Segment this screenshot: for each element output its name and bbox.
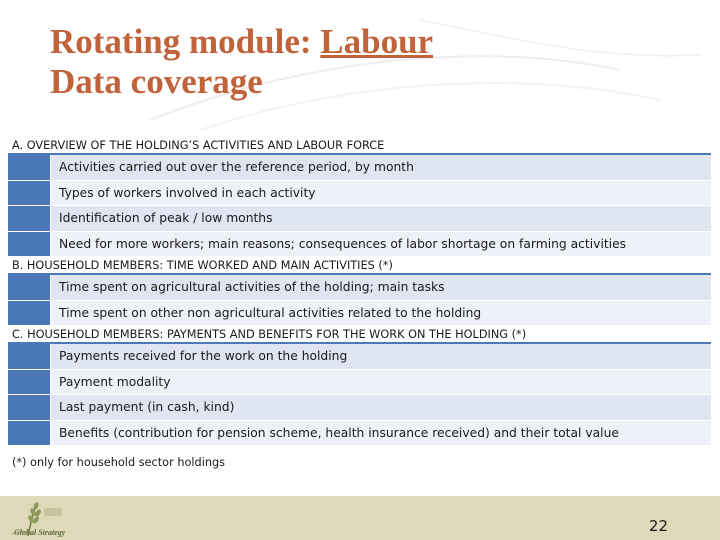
row-marker xyxy=(8,421,50,446)
title-underlined-word: Labour xyxy=(320,22,434,61)
row-marker xyxy=(8,155,50,180)
row-marker xyxy=(8,206,50,231)
row-marker xyxy=(8,181,50,206)
table-row xyxy=(8,301,711,327)
row-marker xyxy=(8,301,50,326)
row-marker xyxy=(8,275,50,300)
page-number: 22 xyxy=(648,517,668,535)
slide-title xyxy=(50,22,433,102)
row-text: Activities carried out over the reference period, by month xyxy=(50,155,711,180)
row-text: Time spent on other non agricultural activities related to the holding xyxy=(50,301,711,326)
data-coverage-table xyxy=(8,137,711,446)
row-marker xyxy=(8,232,50,257)
row-text: Last payment (in cash, kind) xyxy=(50,395,711,420)
row-marker xyxy=(8,395,50,420)
section-header-b: B. HOUSEHOLD MEMBERS: TIME WORKED AND MAIN ACTIVITIES (*) xyxy=(8,257,711,275)
row-text: Payment modality xyxy=(50,370,711,395)
row-text: Types of workers involved in each activity xyxy=(50,181,711,206)
table-row xyxy=(8,421,711,447)
footer-bar xyxy=(0,496,720,540)
section-header-c: C. HOUSEHOLD MEMBERS: PAYMENTS AND BENEFITS FOR THE WORK ON THE HOLDING (*) xyxy=(8,326,711,344)
table-row xyxy=(8,275,711,301)
title-prefix: Rotating module: xyxy=(50,22,321,61)
row-text: Need for more workers; main reasons; consequences of labor shortage on farming activities xyxy=(50,232,711,257)
row-text: Benefits (contribution for pension scheme, health insurance received) and their total value xyxy=(50,421,711,446)
logo-text: Global Strategy xyxy=(14,528,66,537)
title-line-2: Data coverage xyxy=(50,62,263,101)
table-row xyxy=(8,344,711,370)
row-text: Identification of peak / low months xyxy=(50,206,711,231)
table-row xyxy=(8,206,711,232)
row-text: Payments received for the work on the holding xyxy=(50,344,711,369)
footnote: (*) only for household sector holdings xyxy=(12,456,226,469)
table-row xyxy=(8,370,711,396)
section-header-a: A. OVERVIEW OF THE HOLDING’S ACTIVITIES AND LABOUR FORCE xyxy=(8,137,711,155)
table-row xyxy=(8,232,711,258)
row-text: Time spent on agricultural activities of the holding; main tasks xyxy=(50,275,711,300)
table-row xyxy=(8,155,711,181)
row-marker xyxy=(8,370,50,395)
row-marker xyxy=(8,344,50,369)
table-row xyxy=(8,181,711,207)
table-row xyxy=(8,395,711,421)
title-line-1 xyxy=(50,22,433,62)
